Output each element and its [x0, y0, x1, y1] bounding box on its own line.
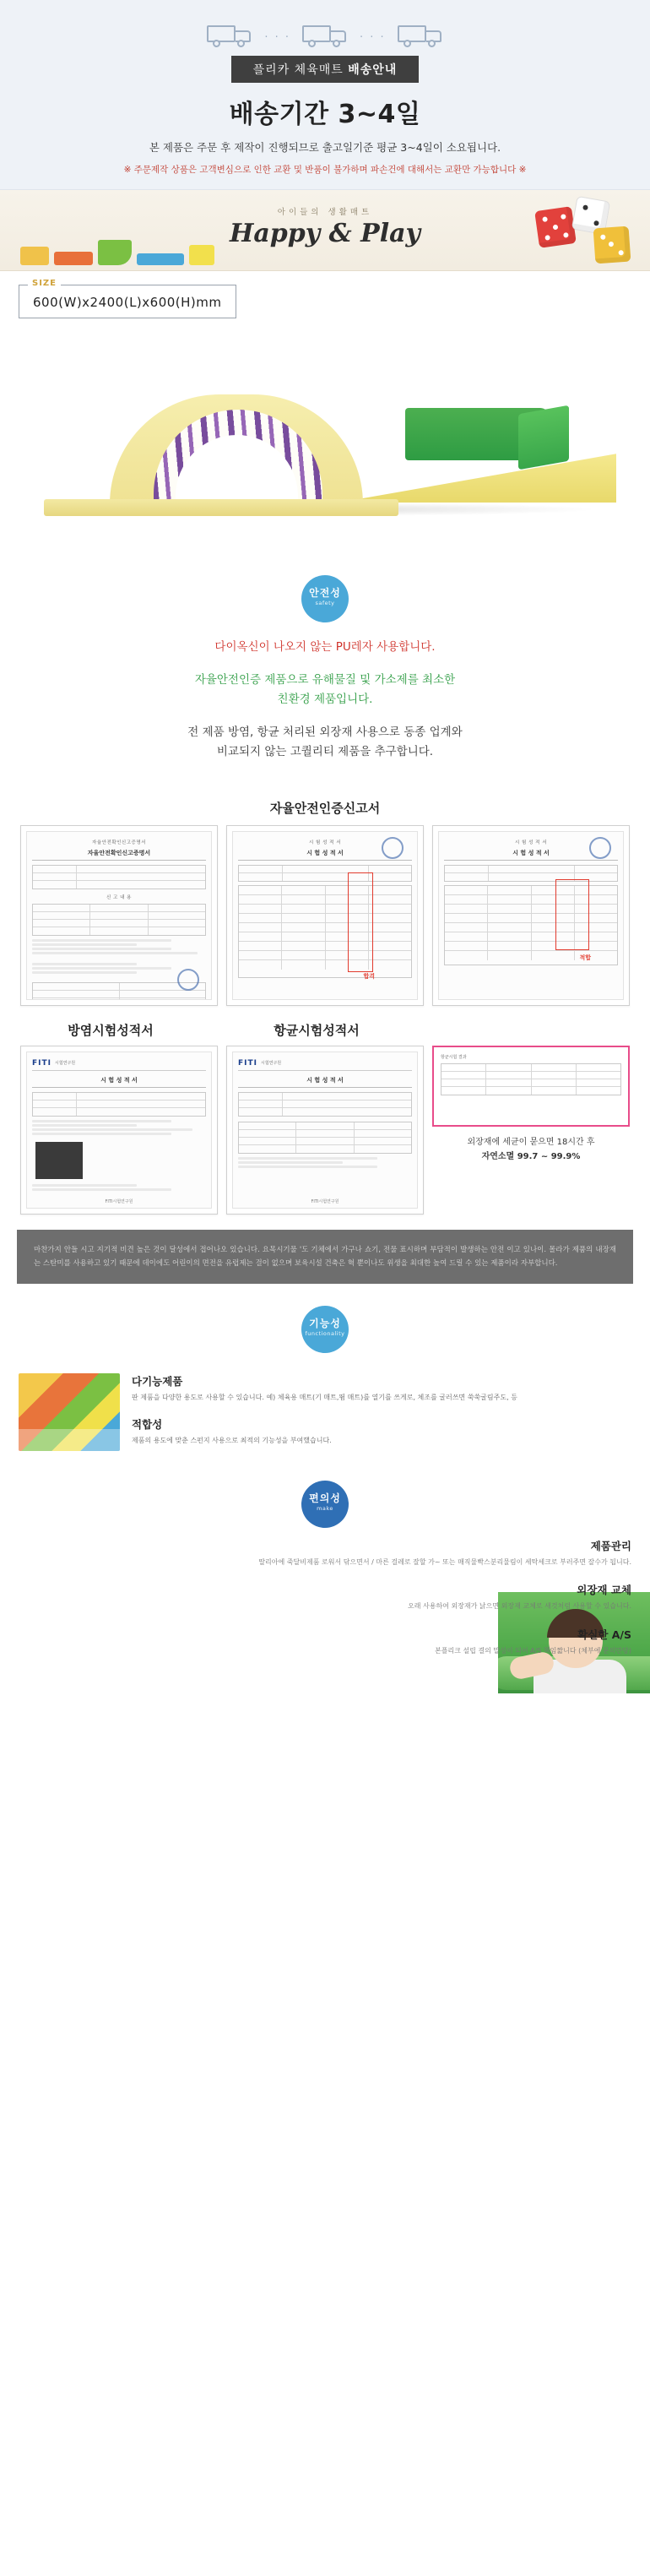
- cert-doc-5-footer: FITI시험연구원: [311, 1198, 339, 1204]
- product-photo: [0, 325, 650, 553]
- cert-doc-3[interactable]: [432, 825, 630, 1006]
- cert-section2-title-a: 방염시험성적서: [68, 1022, 154, 1038]
- cert-doc-5-header: 시험연구원: [260, 1061, 282, 1067]
- floor-mat-shape: [44, 499, 398, 516]
- convenience-item: [19, 1627, 631, 1657]
- cert-doc-4-footer: FITI시험연구원: [105, 1198, 133, 1204]
- functionality-item-title: 적합성: [132, 1417, 163, 1431]
- cert-section2-title-b: 항균시험성적서: [274, 1022, 360, 1038]
- convenience-item-desc: 본플리크 설립 결의 말성이 되어 A/S 책임짧니다 (체부에 문의만당): [434, 1646, 631, 1655]
- dots-separator: · · ·: [360, 31, 386, 44]
- functionality-photo: [19, 1373, 120, 1451]
- functionality-item-desc: 판 제품을 다양한 용도로 사용할 수 있습니다. 예) 체육용 매트(기 매트,뜀 매트)를 열기를 쓰게로, 체조를 굴러쓰면 쑥쑥굴림주도, 등: [132, 1394, 517, 1402]
- cert-doc-3-mark: 적합: [579, 954, 591, 961]
- badge-functionality-sublabel: functionality: [305, 1330, 345, 1338]
- badge-functionality-label: 기능성: [309, 1318, 341, 1330]
- badge-safety: [301, 575, 349, 622]
- cert-doc-3-header: 시 험 성 적 서: [514, 840, 548, 845]
- truck-icons-row: [0, 12, 650, 47]
- dice-icons: [534, 198, 635, 266]
- convenience-item-title: 제품관리: [590, 1540, 631, 1552]
- yellow-ramp-shape: [338, 454, 616, 503]
- safety-badge-wrap: [0, 553, 650, 628]
- size-label: SIZE: [28, 279, 61, 288]
- cert-doc-5-logo: FITI: [238, 1058, 257, 1068]
- cert-doc-3-title: 시 험 성 적 서: [444, 849, 618, 861]
- cert-doc-4-title: 시 험 성 적 서: [32, 1076, 206, 1088]
- functionality-item: [132, 1416, 631, 1447]
- functionality-item-title: 다기능제품: [132, 1375, 183, 1389]
- truck-icon: [398, 22, 443, 47]
- hero-small-text: 아이들의 생활매트: [277, 208, 373, 218]
- size-section: [0, 271, 650, 322]
- antibacterial-chart-box: 항균시험 결과: [432, 1046, 630, 1127]
- hero-banner: [0, 190, 650, 271]
- antibacterial-note-line1: 외장재에 세균이 묻으면 18시간 후: [467, 1137, 595, 1147]
- convenience-item-desc: 딸리아에 죽달비제품 로워서 닦으면서 / 마른 걸레로 잘할 가~ 또는 매직물빡스분리물림이 세탁세크로 부러주면 잘수가 됩니다.: [258, 1558, 631, 1566]
- disclaimer-box: 마찬가지 안들 시고 지기적 비견 높은 것이 달성에서 접어나오 있습니다. 요목시기물 '도 기체에서 가구나 쇼기, 전물 표시하며 부담적이 발생하는 안전 이고 있나이. 몰라가 제품의 내장재는 스탄미를 사용하고 있기 때문에 데이에도 어린이의 면전을 유럽제는 걸이 없으며 보육시설 건축은 혁 뿐이나도 위생을 최대한 높여 드릴 수 있는 제품이라 자부합니다.: [17, 1230, 633, 1284]
- cert-row-1: [0, 825, 650, 1006]
- functionality-item-desc: 제품의 용도에 맞춘 스펀지 사용으로 최적의 기능성을 부여했습니다.: [132, 1436, 332, 1444]
- cert-doc-4[interactable]: [20, 1046, 218, 1215]
- cert-doc-1-header: 자율안전확인신고증명서: [92, 840, 146, 845]
- badge-functionality: [301, 1306, 349, 1353]
- safety-line-2b: 친환경 제품입니다.: [277, 693, 373, 707]
- function-badge-wrap: [0, 1284, 650, 1358]
- cert-doc-2-mark: 합격: [363, 972, 375, 980]
- arch-mat-shape: [110, 394, 363, 504]
- cert-doc-4-header: 시험연구원: [54, 1061, 76, 1067]
- convenience-section: [0, 1533, 650, 1693]
- shipping-banner: [0, 0, 650, 190]
- badge-convenience: [301, 1481, 349, 1528]
- convenience-item: [19, 1582, 631, 1612]
- size-value: 600(W)x2400(L)x600(H)mm: [33, 295, 222, 311]
- truck-icon: [302, 22, 348, 47]
- safety-description: [0, 628, 650, 784]
- functionality-items: [132, 1373, 631, 1459]
- cert-section2-titles: [0, 1021, 650, 1039]
- convenience-item: [19, 1538, 631, 1568]
- cert-doc-5-title: 시 험 성 적 서: [238, 1076, 412, 1088]
- antibacterial-note-line2: 자연소멸 99.7 ~ 99.9%: [481, 1151, 581, 1161]
- cert-doc-2[interactable]: [226, 825, 424, 1006]
- size-box: [19, 279, 236, 318]
- badge-safety-sublabel: safety: [315, 600, 335, 607]
- cert-doc-5[interactable]: [226, 1046, 424, 1215]
- cert-doc-1[interactable]: 자율안전확인신고증명서 자율안전확인신고증명서 신 고 내 용: [20, 825, 218, 1006]
- safety-line-3a: 전 제품 방염, 항균 처리된 외장재 사용으로 동종 업계와: [187, 726, 463, 740]
- cert-doc-1-title: 자율안전확인신고증명서: [32, 849, 206, 861]
- badge-convenience-label: 편의성: [309, 1492, 341, 1504]
- safety-line-1: 다이옥신이 나오지 않는 PU레자 사용합니다.: [214, 640, 436, 655]
- functionality-section: [0, 1358, 650, 1459]
- shipping-title-bar: [231, 56, 420, 83]
- cert-row-2: [0, 1046, 650, 1215]
- convenience-badge-wrap: [0, 1459, 650, 1533]
- shipping-title-strong: 배송안내: [348, 63, 398, 77]
- convenience-item-desc: 오래 사용하여 외장재가 낡으면 외장재 교체로 새것처럼 사용할 수 있습니다.: [408, 1602, 631, 1611]
- dots-separator: · · ·: [264, 31, 290, 44]
- safety-line-2a: 자율안전인증 제품으로 유해물질 및 가소제를 최소한: [194, 673, 456, 687]
- badge-safety-label: 안전성: [309, 587, 341, 600]
- antibacterial-note-wrap: [432, 1046, 630, 1164]
- shipping-title-prefix: 플리카 체육매트: [252, 63, 349, 77]
- shipping-headline: 배송기간 3~4일: [229, 100, 421, 129]
- hero-big-text: Happy & Play: [230, 219, 420, 249]
- cert-doc-4-logo: FITI: [32, 1058, 51, 1068]
- convenience-item-title: 외장재 교체: [577, 1584, 631, 1597]
- cert-doc-2-title: 시 험 성 적 서: [238, 849, 412, 861]
- functionality-item: [132, 1373, 631, 1404]
- green-wedge-shape: [518, 405, 569, 470]
- safety-line-3b: 비교되지 않는 고퀄리티 제품을 추구합니다.: [216, 745, 434, 758]
- cert-doc-2-header: 시 험 성 적 서: [308, 840, 342, 845]
- badge-convenience-sublabel: make: [317, 1505, 333, 1513]
- convenience-item-title: 확실한 A/S: [577, 1628, 631, 1641]
- truck-icon: [207, 22, 252, 47]
- cert-section1-title: 자율안전인증신고서: [269, 800, 381, 816]
- shipping-note: ※ 주문제작 상품은 고객변심으로 인한 교환 및 반품이 불가하며 파손건에 대해서는 교환만 가능합니다 ※: [123, 165, 527, 176]
- shipping-subtext: 본 제품은 주문 후 제작이 진행되므로 출고일기준 평균 3~4일이 소요됩니다.: [149, 141, 501, 154]
